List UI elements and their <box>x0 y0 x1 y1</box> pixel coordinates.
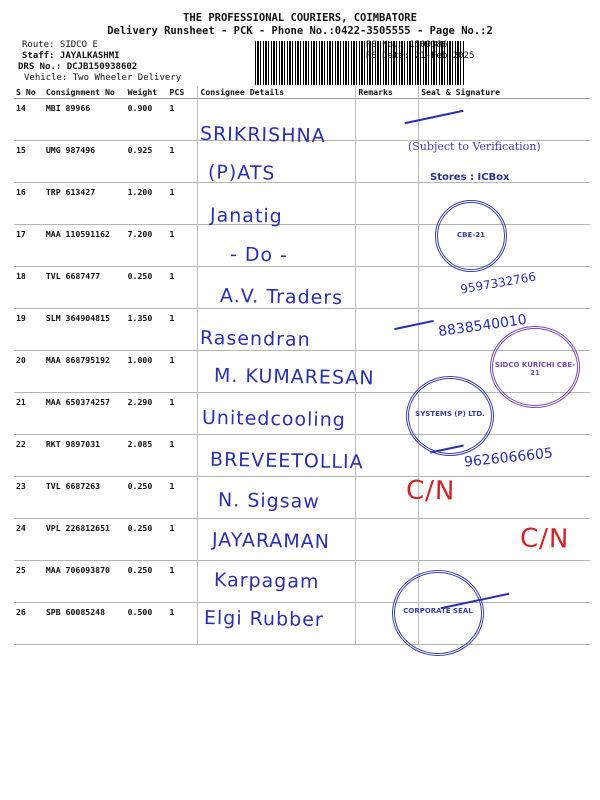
company-seal-17 <box>435 200 507 272</box>
remarks-cell <box>356 519 419 561</box>
cn-mark-24: C/N <box>405 475 456 507</box>
weight-cell: 1.000 <box>126 351 168 393</box>
weight-cell: 2.085 <box>126 435 168 477</box>
col-seal: Seal & Signature <box>419 86 590 99</box>
consignment-cell: UMG 987496 <box>44 141 126 183</box>
remarks-cell <box>356 99 419 141</box>
weight-cell: 7.200 <box>126 225 168 267</box>
cn-mark-25: C/N <box>519 523 570 555</box>
company-seal-21 <box>406 376 494 456</box>
handwriting-consignee-extra: Elgi Rubber <box>203 606 324 632</box>
weight-cell: 0.900 <box>126 99 168 141</box>
company-title: THE PROFESSIONAL COURIERS, COIMBATORE <box>183 12 417 24</box>
seal-text-20: SIDCO KURICHI CBE-21 <box>494 360 576 377</box>
sno-cell: 14 <box>14 99 44 141</box>
consignment-cell: MAA 110591162 <box>44 225 126 267</box>
sno-cell: 25 <box>14 561 44 603</box>
vehicle-label: Vehicle: Two Wheeler Delivery <box>24 73 182 83</box>
pcs-cell: 1 <box>168 561 198 603</box>
col-consignment: Consignment No <box>44 86 126 99</box>
consignment-cell: VPL 226812651 <box>44 519 126 561</box>
company-seal-26 <box>392 570 484 656</box>
table-row <box>14 183 590 225</box>
pcs-cell: 1 <box>168 309 198 351</box>
pcs-cell: 1 <box>168 225 198 267</box>
col-weight: Weight <box>126 86 168 99</box>
handwriting-consignee-23: BREVEETOLLIA <box>209 448 364 474</box>
pcs-cell: 1 <box>168 393 198 435</box>
seal-text-17: CBE-21 <box>457 230 485 239</box>
runsheet-subtitle: Delivery Runsheet - PCK - Phone No.:0422-3505555 - Page No.:2 <box>107 25 493 37</box>
consignment-cell: TVL 6687477 <box>44 267 126 309</box>
sno-cell: 24 <box>14 519 44 561</box>
consignment-cell: TVL 6687263 <box>44 477 126 519</box>
handwriting-consignee-26: Karpagam <box>213 569 320 593</box>
weight-cell: 0.250 <box>126 519 168 561</box>
pcs-cell: 1 <box>168 183 198 225</box>
remarks-cell <box>356 435 419 477</box>
col-pcs: PCS <box>168 86 198 99</box>
col-remarks: Remarks <box>356 86 419 99</box>
verification-note: (Subject to Verification) <box>408 140 541 153</box>
drs-label: DRS No.: DCJB150938602 <box>18 62 138 72</box>
weight-cell: 1.200 <box>126 183 168 225</box>
sno-cell: 15 <box>14 141 44 183</box>
sno-cell: 21 <box>14 393 44 435</box>
remarks-cell <box>356 183 419 225</box>
handwriting-consignee-24: N. Sigsaw <box>217 489 320 513</box>
sno-cell: 16 <box>14 183 44 225</box>
remarks-cell <box>356 267 419 309</box>
table-header-row <box>14 86 590 99</box>
phone-note-3: 9626066605 <box>463 445 554 471</box>
weight-cell: 0.500 <box>126 603 168 645</box>
seal-cell <box>419 99 590 141</box>
col-sno: S No <box>14 86 44 99</box>
stores-note: Stores : ICBox <box>430 172 510 183</box>
pcs-cell: 1 <box>168 519 198 561</box>
sno-cell: 26 <box>14 603 44 645</box>
pcs-cell: 1 <box>168 477 198 519</box>
remarks-cell <box>356 309 419 351</box>
consignment-cell: MBI 89966 <box>44 99 126 141</box>
rs-number: RS No.: 1509386 <box>366 40 448 50</box>
handwriting-consignee-22: Unitedcooling <box>201 406 346 432</box>
seal-text-21: SYSTEMS (P) LTD. <box>415 410 485 419</box>
pcs-cell: 1 <box>168 141 198 183</box>
handwriting-consignee-16: (P)ATS <box>207 161 276 185</box>
handwriting-consignee-17: Janatig <box>209 204 283 228</box>
sno-cell: 23 <box>14 477 44 519</box>
consignment-cell: MAA 706093870 <box>44 561 126 603</box>
weight-cell: 1.350 <box>126 309 168 351</box>
handwriting-consignee-15: SRIKRISHNA <box>199 122 326 148</box>
consignment-cell: TRP 613427 <box>44 183 126 225</box>
consignment-cell: SLM 364904815 <box>44 309 126 351</box>
weight-cell: 0.250 <box>126 267 168 309</box>
weight-cell: 0.250 <box>126 561 168 603</box>
pcs-cell: 1 <box>168 603 198 645</box>
col-consignee: Consignee Details <box>198 86 356 99</box>
sno-cell: 20 <box>14 351 44 393</box>
handwriting-consignee-19: A.V. Traders <box>219 284 344 310</box>
pcs-cell: 1 <box>168 435 198 477</box>
handwriting-consignee-21: M. KUMARESAN <box>213 364 375 390</box>
phone-note-1: 9597332766 <box>459 269 537 297</box>
sno-cell: 18 <box>14 267 44 309</box>
consignment-cell: RKT 9897031 <box>44 435 126 477</box>
seal-text-26: CORPORATE SEAL <box>403 606 473 615</box>
consignment-cell: MAA 868795192 <box>44 351 126 393</box>
route-label: Route: SIDCO E <box>22 40 98 50</box>
sno-cell: 22 <box>14 435 44 477</box>
phone-note-2: 8838540010 <box>437 311 528 341</box>
remarks-cell <box>356 225 419 267</box>
weight-cell: 2.290 <box>126 393 168 435</box>
handwriting-consignee-20: Rasendran <box>199 327 311 351</box>
sno-cell: 17 <box>14 225 44 267</box>
pcs-cell: 1 <box>168 99 198 141</box>
consignment-cell: SPB 60085248 <box>44 603 126 645</box>
pcs-cell: 1 <box>168 351 198 393</box>
company-seal-20 <box>490 326 580 408</box>
consignment-cell: MAA 650374257 <box>44 393 126 435</box>
weight-cell: 0.250 <box>126 477 168 519</box>
staff-label: Staff: JAYALKASHMI <box>22 51 120 61</box>
pcs-cell: 1 <box>168 267 198 309</box>
handwriting-consignee-25: JAYARAMAN <box>211 528 331 554</box>
sno-cell: 19 <box>14 309 44 351</box>
weight-cell: 0.925 <box>126 141 168 183</box>
rs-date: RS Date: 21-Feb-2025 <box>366 51 475 61</box>
handwriting-consignee-18: - Do - <box>229 243 289 267</box>
